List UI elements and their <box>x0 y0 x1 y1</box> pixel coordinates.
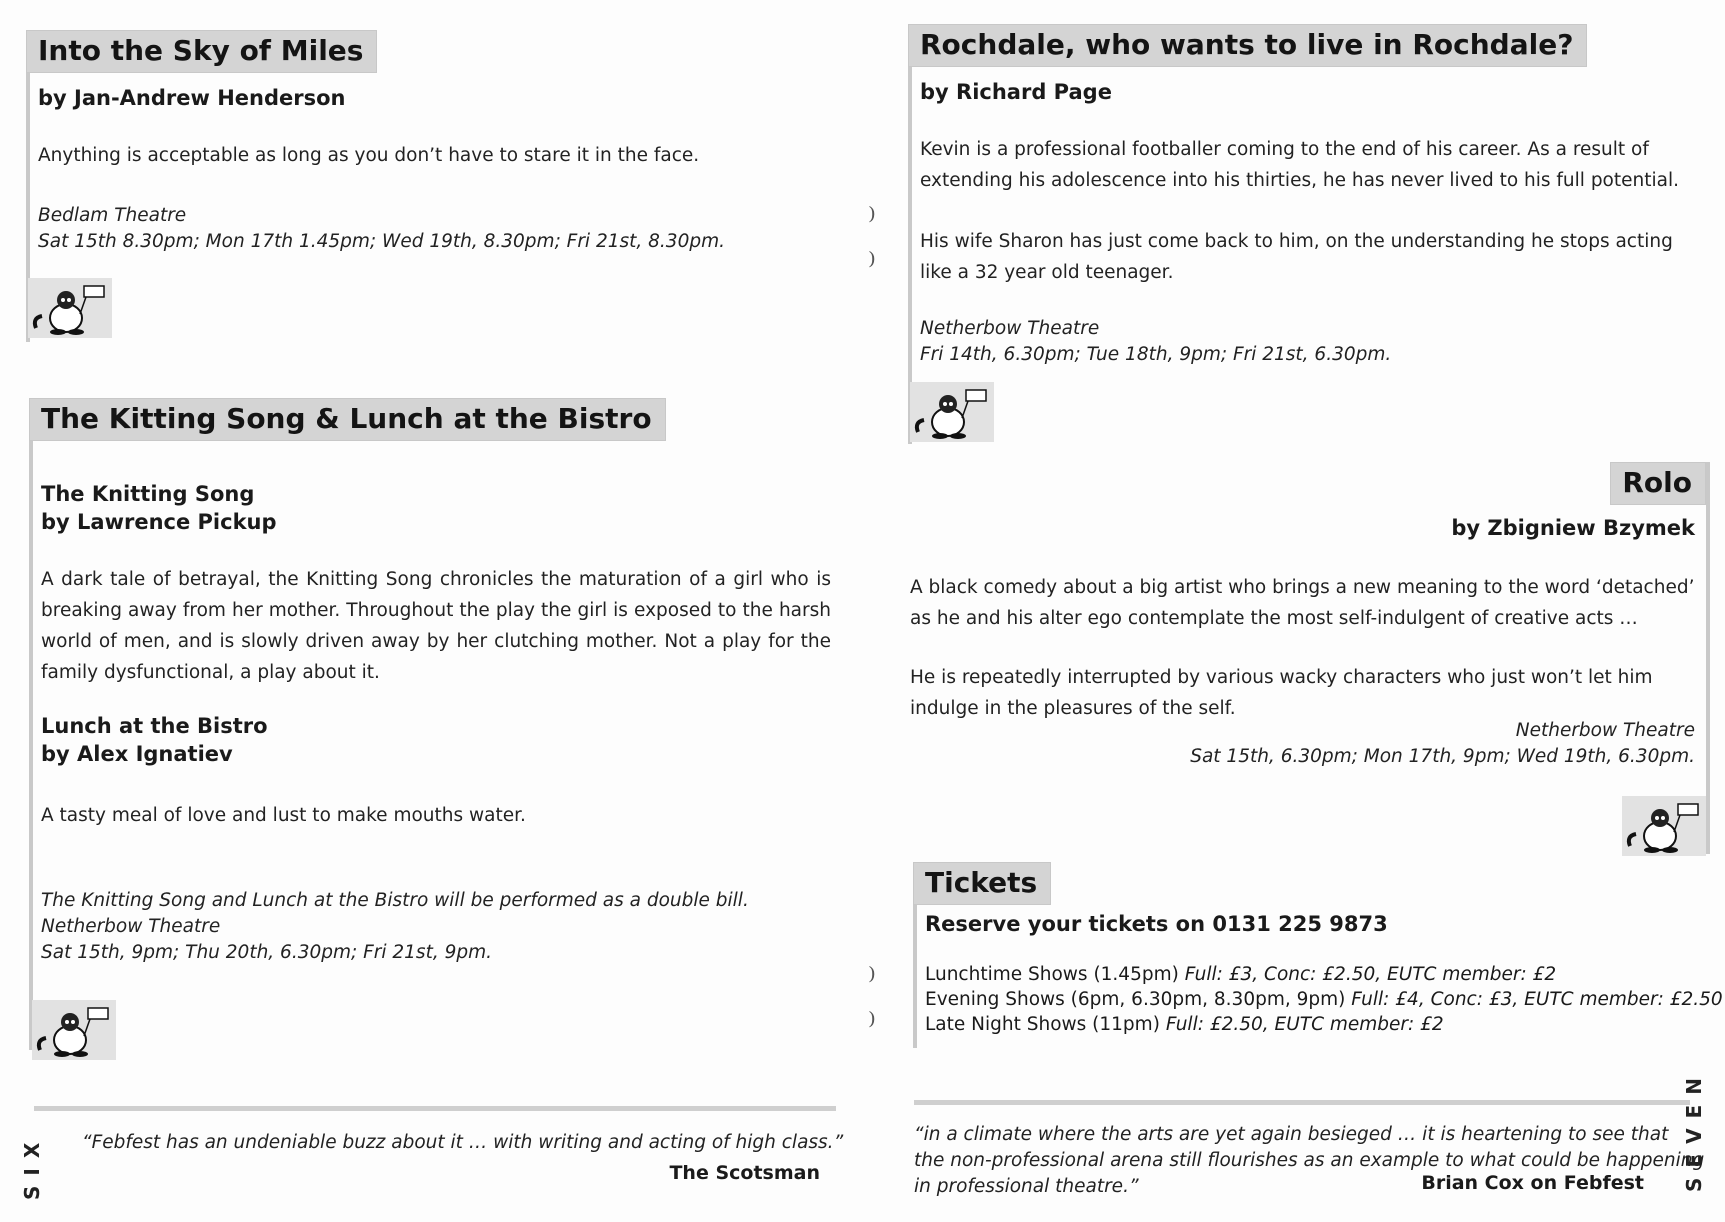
section-title: Into the Sky of Miles <box>26 30 377 73</box>
dates: Sat 15th 8.30pm; Mon 17th 1.45pm; Wed 19th, 8.30pm; Fri 21st, 8.30pm. <box>38 231 725 252</box>
byline: by Lawrence Pickup <box>41 510 277 534</box>
dates: Sat 15th, 6.30pm; Mon 17th, 9pm; Wed 19th, 6.30pm. <box>1190 746 1695 767</box>
description: A dark tale of betrayal, the Knitting Song chronicles the maturation of a girl who is breaking away from her mother. Throughout the play the girl is exposed to the harsh world of men, and is slowly driven away by her clutching mother. Not a play for the family dysfunctional, a play about it. <box>41 569 831 683</box>
theatre-mascot-icon <box>910 382 994 442</box>
description: Kevin is a professional footballer coming to the end of his career. As a result of extending his adolescence into his thirties, he has never lived to his full potential. <box>920 139 1679 191</box>
ticket-prices: Full: £2.50, EUTC member: £2 <box>1165 1014 1444 1035</box>
description: Anything is acceptable as long as you don’t have to stare it in the face. <box>38 145 700 166</box>
section-rule <box>29 410 33 1050</box>
staple-mark-icon: ⁾ <box>868 1005 876 1043</box>
byline: by Alex Ignatiev <box>41 742 233 766</box>
staple-mark-icon: ⁾ <box>868 245 876 283</box>
section-title: Rolo <box>1610 462 1706 505</box>
description: A black comedy about a big artist who brings a new meaning to the word ‘detached’ as he and his alter ego contemplate the most self-indulgent of creative acts … <box>910 577 1695 629</box>
dates: Sat 15th, 9pm; Thu 20th, 6.30pm; Fri 21st, 9pm. <box>41 942 493 963</box>
dates: Fri 14th, 6.30pm; Tue 18th, 9pm; Fri 21st, 6.30pm. <box>920 344 1392 365</box>
quote-rule <box>34 1106 836 1111</box>
play-title: Lunch at the Bistro <box>41 714 268 738</box>
staple-mark-icon: ⁾ <box>868 200 876 238</box>
ticket-label: Evening Shows (6pm, 6.30pm, 8.30pm, 9pm) <box>925 989 1346 1010</box>
venue: Netherbow Theatre <box>1515 720 1695 741</box>
description: He is repeatedly interrupted by various wacky characters who just won’t let him indulge in the pleasures of the self. <box>910 667 1653 719</box>
play-title: The Knitting Song <box>41 482 255 506</box>
reserve-line: Reserve your tickets on 0131 225 9873 <box>925 912 1388 936</box>
ticket-row <box>925 964 1556 985</box>
ticket-label: Lunchtime Shows (1.45pm) <box>925 964 1179 985</box>
section-title: Rochdale, who wants to live in Rochdale? <box>908 24 1587 67</box>
venue: Netherbow Theatre <box>920 318 1100 339</box>
quote-source: Brian Cox on Febfest <box>1421 1172 1644 1194</box>
theatre-mascot-icon <box>32 1000 116 1060</box>
ticket-prices: Full: £3, Conc: £2.50, EUTC member: £2 <box>1184 964 1557 985</box>
ticket-row <box>925 1014 1444 1035</box>
byline: by Jan-Andrew Henderson <box>38 86 346 110</box>
ticket-label: Late Night Shows (11pm) <box>925 1014 1160 1035</box>
page-number-label: SEVEN <box>1682 1068 1706 1192</box>
quote-rule <box>914 1100 1690 1105</box>
section-rule <box>1706 462 1710 854</box>
venue: Bedlam Theatre <box>38 205 187 226</box>
description: His wife Sharon has just come back to him, on the understanding he stops acting like a 32 year old teenager. <box>920 231 1673 283</box>
byline: by Zbigniew Bzymek <box>1451 516 1695 540</box>
note: The Knitting Song and Lunch at the Bistro will be performed as a double bill. <box>41 890 749 911</box>
ticket-prices: Full: £4, Conc: £3, EUTC member: £2.50 <box>1351 989 1723 1010</box>
staple-mark-icon: ⁾ <box>868 960 876 998</box>
quote-text: “Febfest has an undeniable buzz about it … with writing and acting of high class.” <box>82 1132 844 1153</box>
quote-line: in professional theatre.” <box>914 1176 1139 1197</box>
section-title: The Kitting Song & Lunch at the Bistro <box>29 398 666 441</box>
theatre-mascot-icon <box>1622 796 1706 856</box>
quote-line: the non-professional arena still flourishes as an example to what could be happening <box>914 1150 1705 1171</box>
quote-source: The Scotsman <box>669 1162 820 1184</box>
venue: Netherbow Theatre <box>41 916 221 937</box>
description: A tasty meal of love and lust to make mouths water. <box>41 805 526 826</box>
byline: by Richard Page <box>920 80 1112 104</box>
section-title: Tickets <box>913 862 1051 905</box>
page-number-label: SIX <box>20 1132 44 1200</box>
quote-line: “in a climate where the arts are yet again besieged … it is heartening to see that <box>914 1124 1669 1145</box>
ticket-row <box>925 989 1723 1010</box>
theatre-mascot-icon <box>28 278 112 338</box>
